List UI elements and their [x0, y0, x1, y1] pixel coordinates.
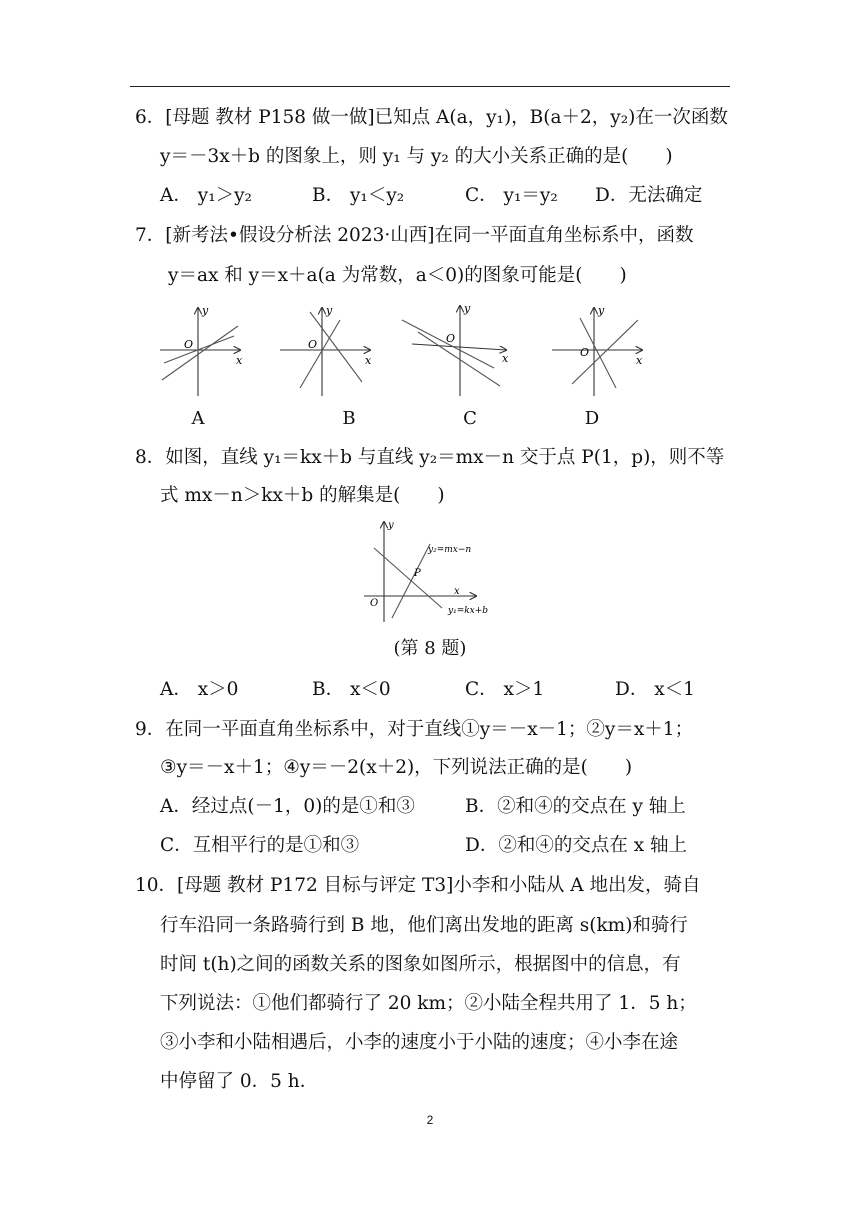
q8-y2-label: y₂=mx−n	[428, 545, 472, 555]
q8-figure	[358, 518, 508, 628]
q10-line-1: 10．[母题 教材 P172 目标与评定 T3]小李和小陆从 A 地出发，骑自	[135, 875, 701, 896]
q10-line-3: 时间 t(h)之间的函数关系的图象如图所示，根据图中的信息，有	[160, 954, 681, 975]
q8-p-label: P	[414, 568, 421, 579]
q6-option-a: A． y₁＞y₂	[160, 185, 252, 206]
q6-line-2: y＝－3x＋b 的图象上，则 y₁ 与 y₂ 的大小关系正确的是( )	[160, 146, 673, 167]
q8-option-b: B． x＜0	[312, 679, 391, 700]
q8-option-c: C． x＞1	[465, 679, 545, 700]
q6-option-c: C． y₁＝y₂	[465, 185, 558, 206]
q7-c-y: y	[464, 302, 471, 315]
q7-label-b: B	[342, 408, 356, 429]
q9-option-a: A．经过点(－1，0)的是①和③	[160, 796, 415, 817]
q9-line-1: 9．在同一平面直角坐标系中，对于直线①y＝－x－1；②y＝x＋1；	[135, 719, 694, 740]
q7-d-y: y	[598, 304, 605, 317]
q8-x-label: x	[454, 586, 460, 597]
q8-origin: O	[370, 598, 379, 609]
q8-line-2: 式 mx－n＞kx＋b 的解集是( )	[160, 485, 445, 506]
q9-option-d: D．②和④的交点在 x 轴上	[465, 835, 688, 856]
q7-line-1: 7．[新考法•假设分析法 2023·山西]在同一平面直角坐标系中，函数	[135, 225, 694, 246]
q7-graphs	[150, 298, 670, 402]
q10-line-5: ③小李和小陆相遇后，小李的速度小于小陆的速度；④小李在途	[160, 1032, 679, 1053]
q10-line-6: 中停留了 0．5 h．	[160, 1071, 319, 1092]
q7-graph-d	[552, 308, 642, 396]
q7-b-o: O	[308, 338, 318, 351]
q6-option-b: B． y₁＜y₂	[312, 185, 405, 206]
q10-line-2: 行车沿同一条路骑行到 B 地，他们离出发地的距离 s(km)和骑行	[160, 915, 688, 936]
q7-a-o: O	[184, 338, 194, 351]
q9-option-b: B．②和④的交点在 y 轴上	[465, 796, 686, 817]
q7-b-y: y	[326, 304, 333, 317]
q8-line-1: 8．如图，直线 y₁＝kx＋b 与直线 y₂＝mx－n 交于点 P(1，p)，则不等	[135, 447, 725, 468]
header-rule	[130, 86, 730, 87]
q8-option-d: D． x＜1	[615, 679, 695, 700]
q7-line-2: y＝ax 和 y＝x＋a(a 为常数，a＜0)的图象可能是( )	[168, 265, 627, 286]
q7-graph-c	[402, 306, 506, 396]
q8-caption: (第 8 题)	[393, 638, 467, 659]
q7-label-c: C	[463, 408, 477, 429]
q7-label-a: A	[191, 408, 205, 429]
q8-y1-label: y₁=kx+b	[448, 606, 489, 616]
q7-d-o: O	[580, 346, 590, 359]
q10-line-4: 下列说法：①他们都骑行了 20 km；②小陆全程共用了 1．5 h；	[160, 993, 697, 1014]
q9-option-c: C．互相平行的是①和③	[160, 835, 360, 856]
q6-option-d: D．无法确定	[595, 185, 703, 206]
q7-a-y: y	[202, 304, 209, 317]
q7-b-x: x	[365, 354, 372, 367]
q9-line-2: ③y＝－x＋1；④y＝－2(x＋2)，下列说法正确的是( )	[160, 757, 633, 778]
q7-graph-a	[160, 308, 240, 396]
page-number: 2	[426, 1113, 434, 1127]
q7-graph-b	[280, 308, 370, 396]
q8-option-a: A． x＞0	[160, 679, 239, 700]
q7-a-x: x	[236, 354, 243, 367]
q7-c-x: x	[502, 352, 509, 365]
q7-c-o: O	[446, 332, 456, 345]
q7-label-d: D	[584, 408, 600, 429]
q6-line-1: 6．[母题 教材 P158 做一做]已知点 A(a，y₁)，B(a＋2，y₂)在一次函数	[135, 107, 728, 128]
q8-y-label: y	[388, 520, 394, 531]
q7-d-x: x	[636, 354, 643, 367]
